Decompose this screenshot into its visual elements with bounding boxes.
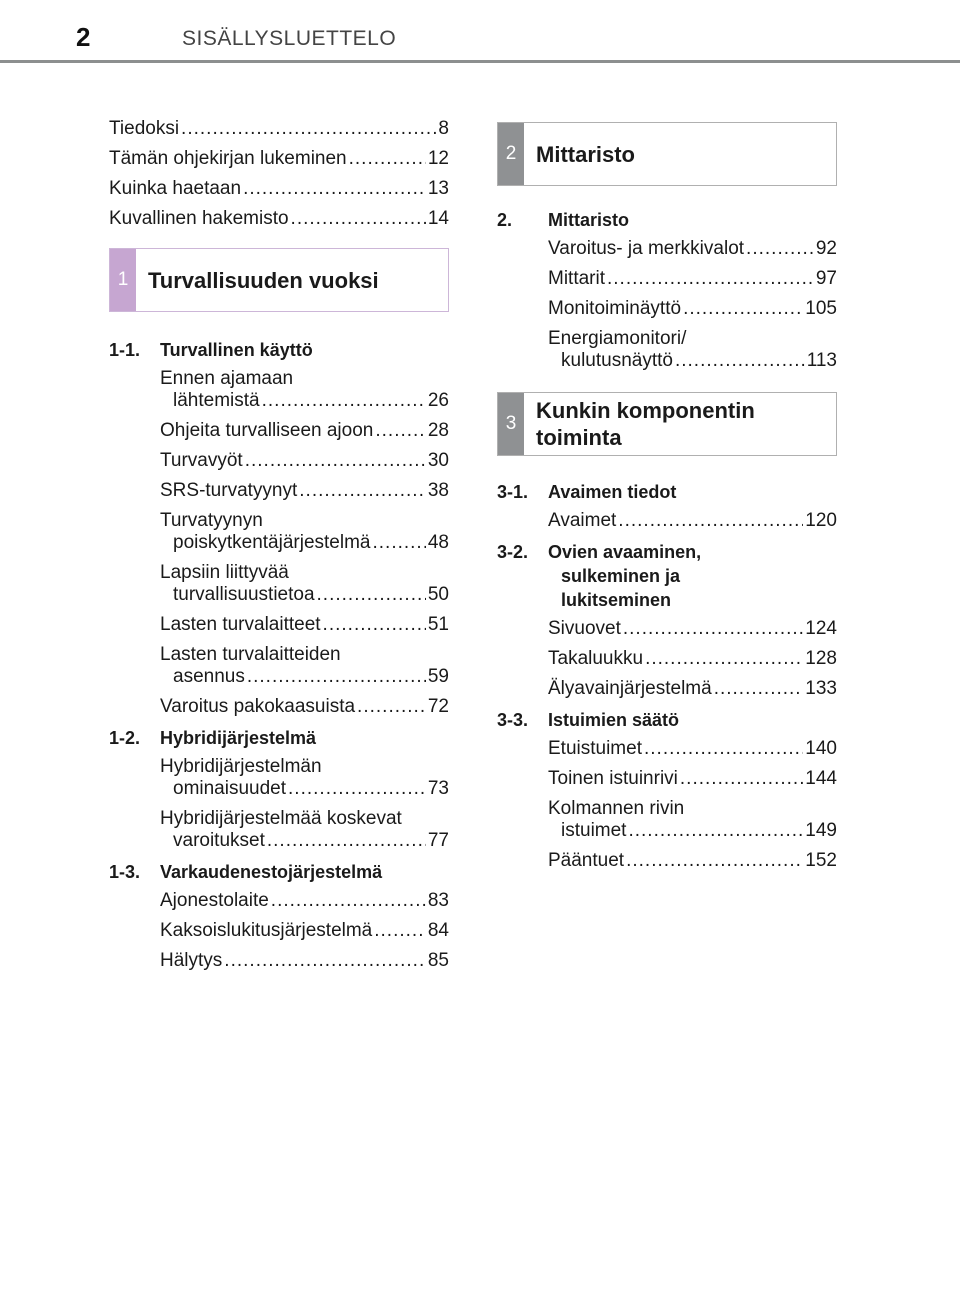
toc-entry-page: 113 [806,350,837,371]
toc-entry-page: 48 [427,532,449,553]
toc-entry-title: Varoitus pakokaasuista [160,696,356,717]
toc-entry-title: Tiedoksi [109,118,180,139]
toc-entry[interactable] [548,238,837,260]
toc-entry[interactable] [160,950,449,972]
toc-entry[interactable] [548,618,837,640]
toc-entry-page: 8 [438,118,449,139]
toc-entry[interactable] [160,808,449,852]
toc-entry-title: poiskytkentäjärjestelmä [173,532,371,553]
chapter-1-box[interactable] [109,248,449,312]
section-heading[interactable] [109,726,449,750]
leader-dots [644,738,803,760]
section-name: Istuimien säätö [548,710,680,730]
toc-entry[interactable] [160,562,449,606]
chapter-2-tab: 2 [498,123,524,185]
section-number: 3-2. [497,542,529,562]
leader-dots [323,614,426,636]
toc-entry-page: 59 [427,666,449,687]
toc-entry[interactable] [160,756,449,800]
toc-entry-page: 84 [427,920,449,941]
toc-entry-page: 97 [815,268,837,289]
leader-dots [357,696,426,718]
toc-entry[interactable] [160,450,449,472]
toc-entry-title: asennus [173,666,245,687]
toc-entry-title: Pääntuet [548,850,625,871]
toc-entry-title: Tämän ohjekirjan lukeminen [109,148,347,169]
toc-entry[interactable] [548,850,837,872]
toc-entry-title: Etuistuimet [548,738,642,759]
chapter-2-title: Mittaristo [536,141,635,167]
toc-entry-title: varoitukset [173,830,265,851]
toc-entry[interactable] [109,208,449,230]
section-name: Hybridijärjestelmä [160,728,317,748]
toc-entry-page: 133 [805,678,837,699]
toc-entry-page: 144 [805,768,837,789]
toc-entry-title: ominaisuudet [173,778,287,799]
leader-dots [243,178,426,200]
toc-entry-page: 12 [427,148,449,169]
toc-entry-page: 26 [427,390,449,411]
leader-dots [607,268,814,290]
toc-entry[interactable] [160,644,449,688]
section-name: Avaimen tiedot [548,482,677,502]
toc-entry-page: 28 [427,420,449,441]
toc-entry-page: 14 [427,208,449,229]
toc-right-column [497,122,837,880]
leader-dots [299,480,426,502]
toc-entry-page: 124 [805,618,837,639]
toc-entry[interactable] [160,696,449,718]
toc-entry-page: 51 [427,614,449,635]
section-name-line3: lukitseminen [561,590,672,610]
leader-dots [680,768,803,790]
leader-dots [623,618,803,640]
leader-dots [271,890,426,912]
toc-entry-page: 13 [427,178,449,199]
toc-entry-title: istuimet [561,820,627,841]
section-number: 2. [497,210,513,230]
toc-entry[interactable] [548,510,837,532]
toc-entry-page: 140 [805,738,837,759]
leader-dots [375,420,426,442]
toc-entry-title: Mittarit [548,268,605,289]
section-name-line1: Ovien avaaminen, [548,542,702,562]
leader-dots [288,778,426,800]
toc-entry[interactable] [548,738,837,760]
toc-entry-title: turvallisuustietoa [173,584,315,605]
chapter-3-title-line1: Kunkin komponentin [536,398,755,423]
toc-entry[interactable] [160,368,449,412]
leader-dots [317,584,426,606]
toc-entry-title: lähtemistä [173,390,260,411]
toc-entry-page: 128 [805,648,837,669]
toc-entry-title: Toinen istuinrivi [548,768,678,789]
section-name: Varkaudenestojärjestelmä [160,862,383,882]
section-number: 1-1. [109,340,141,360]
chapter-1-title: Turvallisuuden vuoksi [148,267,379,293]
toc-entry[interactable] [548,798,837,842]
toc-entry[interactable] [109,118,449,140]
toc-entry[interactable] [548,678,837,700]
toc-entry-title: Sivuovet [548,618,621,639]
leader-dots [291,208,426,230]
toc-entry-page: 73 [427,778,449,799]
toc-entry-title: Varoitus- ja merkkivalot [548,238,745,259]
toc-entry[interactable] [548,768,837,790]
section-heading[interactable] [497,208,837,232]
section-number: 1-2. [109,728,141,748]
leader-dots [618,510,803,532]
section-heading[interactable] [497,540,837,612]
toc-entry[interactable] [160,480,449,502]
toc-entry-page: 83 [427,890,449,911]
toc-entry-title: Turvavyöt [160,450,243,471]
toc-entry-title: Kaksoislukitusjärjestelmä [160,920,373,941]
toc-entry-title: Kuinka haetaan [109,178,242,199]
toc-entry-page: 50 [427,584,449,605]
toc-entry-title-line1: Kolmannen rivin [548,798,685,819]
toc-entry-title: SRS-turvatyynyt [160,480,298,501]
leader-dots [224,950,426,972]
leader-dots [714,678,804,700]
chapter-2-box[interactable] [497,122,837,186]
toc-entry[interactable] [548,268,837,290]
toc-entry-title-line1: Hybridijärjestelmää koskevat [160,808,402,829]
chapter-3-title [524,393,755,455]
toc-entry[interactable] [109,148,449,170]
leader-dots [683,298,803,320]
chapter-3-tab: 3 [498,393,524,455]
toc-entry[interactable] [160,420,449,442]
toc-entry-title: Avaimet [548,510,617,531]
toc-entry-page: 30 [427,450,449,471]
header-rule [0,60,960,63]
leader-dots [247,666,426,688]
running-head: SISÄLLYSLUETTELO [182,27,397,50]
leader-dots [746,238,814,260]
toc-entry[interactable] [160,510,449,554]
toc-entry-title: Ohjeita turvalliseen ajoon [160,420,374,441]
toc-entry-page: 120 [805,510,837,531]
toc-entry[interactable] [160,890,449,912]
toc-entry-title-line1: Ennen ajamaan [160,368,294,389]
page-number: 2 [76,22,91,52]
toc-entry[interactable] [160,614,449,636]
toc-entry-title-line1: Lapsiin liittyvää [160,562,289,583]
section-heading[interactable] [109,860,449,884]
chapter-3-box[interactable] [497,392,837,456]
toc-entry[interactable] [109,178,449,200]
leader-dots [349,148,426,170]
toc-entry-title: Hälytys [160,950,223,971]
section-name [548,540,837,612]
toc-entry[interactable] [160,920,449,942]
toc-entry-title: kulutusnäyttö [561,350,673,371]
toc-entry-title: Lasten turvalaitteet [160,614,321,635]
section-name: Mittaristo [548,210,629,230]
toc-entry-title-line1: Lasten turvalaitteiden [160,644,341,665]
toc-entry[interactable] [548,328,837,372]
leader-dots [267,830,426,852]
toc-left-column [109,118,449,980]
section-heading[interactable] [109,338,449,362]
section-heading[interactable] [497,708,837,732]
toc-entry-title: Älyavainjärjestelmä [548,678,712,699]
toc-entry[interactable] [548,648,837,670]
toc-entry-page: 92 [815,238,837,259]
section-name: Turvallinen käyttö [160,340,313,360]
leader-dots [645,648,803,670]
chapter-1-tab: 1 [110,249,136,311]
section-number: 1-3. [109,862,141,882]
toc-entry-page: 85 [427,950,449,971]
leader-dots [626,850,803,872]
toc-entry-title: Ajonestolaite [160,890,269,911]
toc-entry-title: Takaluukku [548,648,644,669]
leader-dots [262,390,426,412]
toc-entry[interactable] [548,298,837,320]
toc-entry-page: 105 [805,298,837,319]
chapter-3-title-line2: toiminta [536,425,622,450]
section-number: 3-3. [497,710,529,730]
toc-entry-page: 149 [805,820,837,841]
leader-dots [628,820,803,842]
toc-entry-page: 72 [427,696,449,717]
toc-entry-title-line1: Energiamonitori/ [548,328,687,349]
toc-entry-title-line1: Hybridijärjestelmän [160,756,322,777]
section-name-line2: sulkeminen ja [561,566,681,586]
leader-dots [181,118,436,140]
toc-entry-title: Monitoiminäyttö [548,298,682,319]
leader-dots [372,532,425,554]
leader-dots [245,450,426,472]
toc-entry-page: 152 [805,850,837,871]
toc-entry-title-line1: Turvatyynyn [160,510,263,531]
leader-dots [675,350,805,372]
page-header [0,0,960,64]
section-number: 3-1. [497,482,529,502]
toc-entry-page: 77 [427,830,449,851]
leader-dots [374,920,426,942]
section-heading[interactable] [497,480,837,504]
toc-entry-page: 38 [427,480,449,501]
toc-entry-title: Kuvallinen hakemisto [109,208,289,229]
